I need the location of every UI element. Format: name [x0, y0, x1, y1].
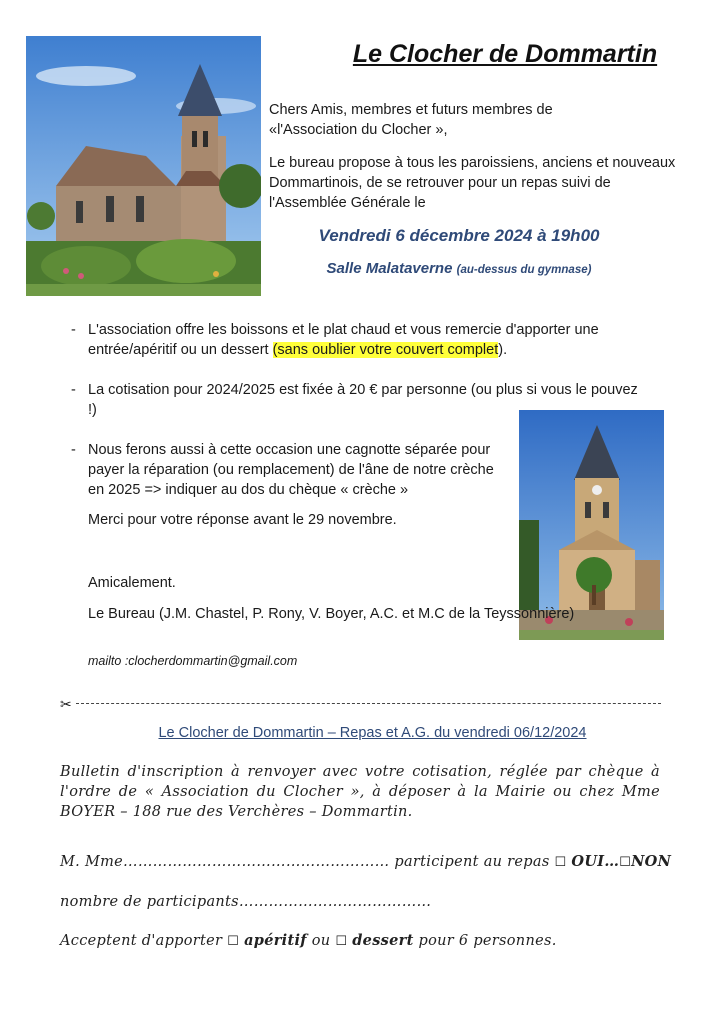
name-field[interactable]: ……………………………………………… [123, 854, 390, 870]
bullet-dash: - [71, 322, 76, 338]
response-deadline: Merci pour votre réponse avant le 29 novembre. [88, 512, 397, 528]
bullet-dash: - [71, 442, 76, 458]
event-date: Vendredi 6 décembre 2024 à 19h00 [318, 226, 600, 245]
form-title: Le Clocher de Dommartin – Repas et A.G. du vendredi 06/12/2024 [158, 725, 587, 741]
participate-label: participent au repas [394, 854, 550, 870]
closing: Amicalement. [88, 575, 176, 591]
event-venue [269, 260, 649, 277]
name-label: M. Mme [60, 854, 124, 870]
count-field[interactable]: ………………………………… [238, 894, 432, 910]
no-label: NON [631, 853, 672, 870]
or-label: ou [311, 933, 331, 949]
bullet-drinks-text: L'association offre les boissons et le plat chaud et vous remercie d'apporter une entrée/apéritif ou un dessert [88, 322, 599, 358]
venue-note: (au-dessus du gymnase) [456, 264, 592, 276]
form-bring-line [60, 932, 557, 949]
aperitif-checkbox[interactable]: ☐ [227, 934, 240, 949]
dessert-checkbox[interactable]: ☐ [335, 934, 348, 949]
bullet-fundraiser [71, 440, 508, 500]
dessert-label: dessert [352, 932, 414, 949]
highlighted-text: (sans oublier votre couvert complet [272, 342, 499, 358]
form-name-line [60, 853, 671, 870]
accept-label: Acceptent d'apporter [60, 933, 223, 949]
signature: Le Bureau (J.M. Chastel, P. Rony, V. Boyer, A.C. et M.C de la Teyssonnière) [88, 606, 575, 622]
cut-line [76, 703, 661, 704]
contact-email[interactable]: mailto :clocherdommartin@gmail.com [88, 654, 298, 668]
bullet-drinks [71, 320, 648, 360]
intro-paragraph: Le bureau propose à tous les paroissiens, anciens et nouveaux Dommartinois, de se retrouver pour un repas suivi de l'Assemblée Générale le [269, 155, 676, 211]
people-label: pour 6 personnes. [418, 933, 557, 949]
bullet-drinks-end: ). [498, 342, 508, 358]
bullet-fee-text: La cotisation pour 2024/2025 est fixée à 20 € par personne (ou plus si vous le pouvez !) [88, 382, 638, 418]
no-checkbox[interactable]: ☐ [619, 855, 632, 870]
page-title: Le Clocher de Dommartin [352, 40, 658, 68]
yes-checkbox[interactable]: ☐ [554, 855, 567, 870]
form-instructions: Bulletin d'inscription à renvoyer avec votre cotisation, réglée par chèque à l'ordre de « Association du Clocher », à déposer à la Mairie ou chez Mme BOYER – 188 rue des Verchères – Dommartin. [60, 764, 660, 820]
greeting [269, 100, 679, 140]
bullet-fundraiser-text: Nous ferons aussi à cette occasion une cagnotte séparée pour payer la réparation (ou remplacement) de l'âne de notre crèche en 2025 => indiquer au dos du chèque « crèche » [88, 442, 494, 498]
form-count-line [60, 894, 431, 910]
greeting-line-2: «l'Association du Clocher », [269, 122, 448, 138]
church-photo-1 [26, 36, 261, 296]
aperitif-label: apéritif [244, 932, 307, 949]
yes-label: OUI… [571, 853, 620, 870]
venue-name: Salle Malataverne [326, 260, 453, 277]
bullet-dash: - [71, 382, 76, 398]
greeting-line-1: Chers Amis, membres et futurs membres de [269, 102, 553, 118]
count-label: nombre de participants [60, 894, 239, 910]
scissors-icon: ✂ [60, 696, 72, 712]
